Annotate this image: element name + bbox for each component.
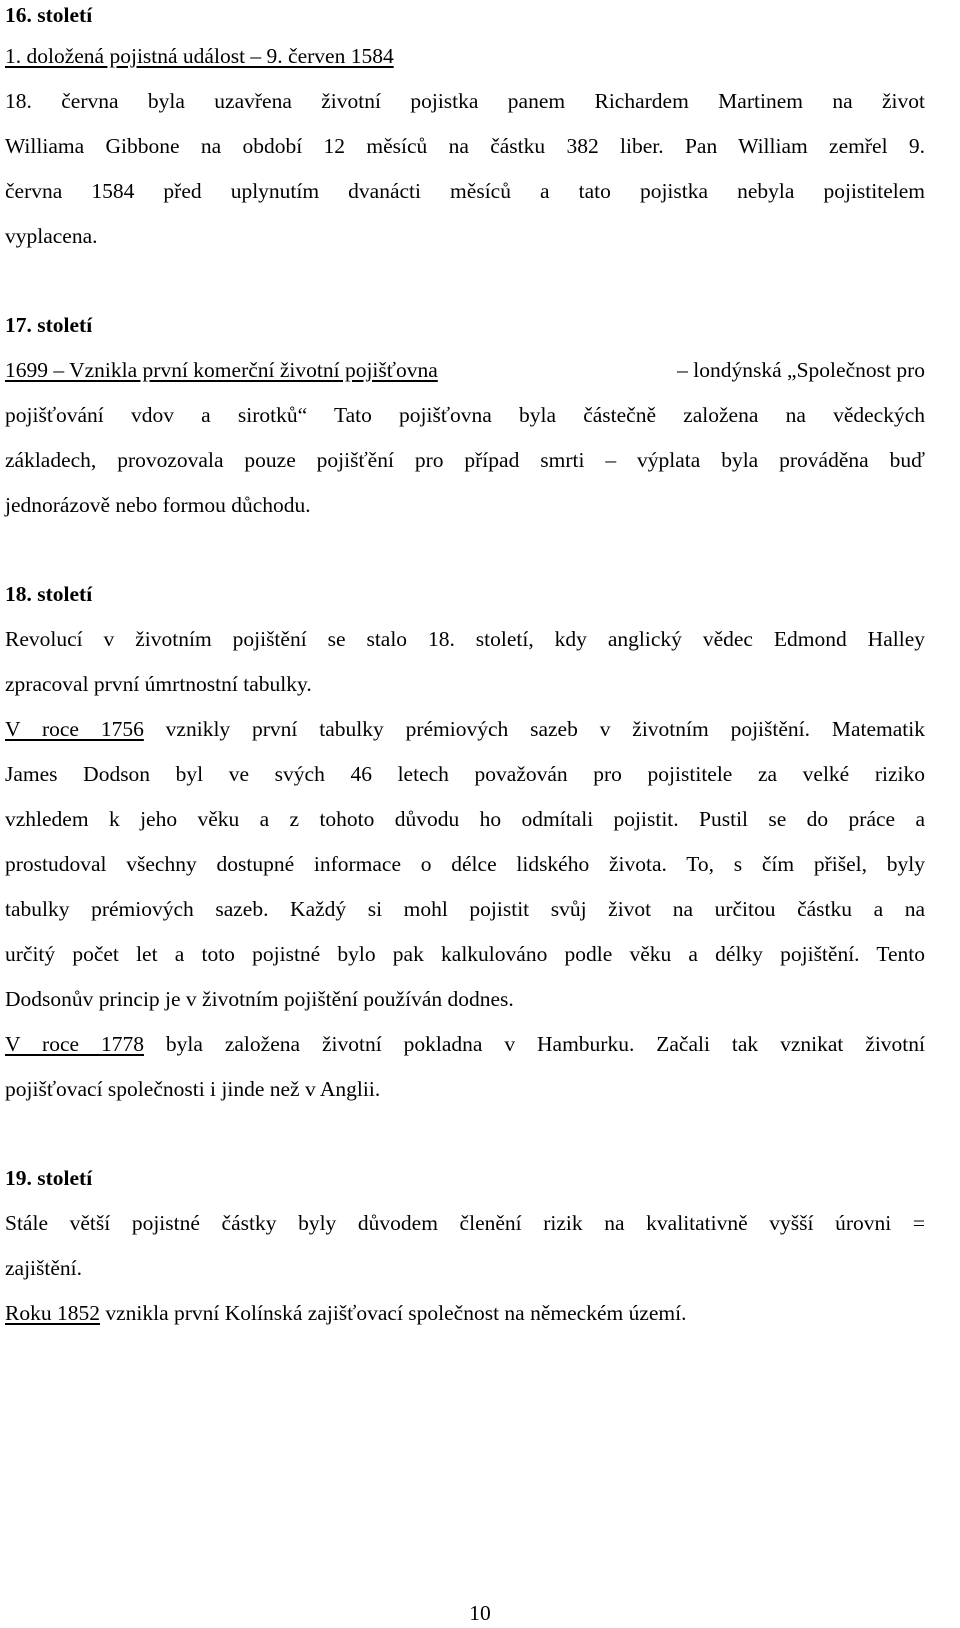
heading-19th-century: 19. století xyxy=(5,1166,93,1190)
paragraph-line: James Dodson byl ve svých 46 letech považován pro pojistitele za velké riziko xyxy=(5,762,925,786)
paragraph-line: pojišťovací společnosti i jinde než v Anglii. xyxy=(5,1077,381,1101)
page-number: 10 xyxy=(469,1601,491,1625)
paragraph-line: Stále větší pojistné částky byly důvodem členění rizik na kvalitativně vyšší úrovni = xyxy=(5,1211,925,1235)
paragraph-line xyxy=(5,1298,925,1328)
heading-17th-century: 17. století xyxy=(5,313,93,337)
paragraph-line xyxy=(5,714,925,744)
paragraph-line: zpracoval první úmrtnostní tabulky. xyxy=(5,672,312,696)
paragraph-line: vzhledem k jeho věku a z tohoto důvodu ho odmítali pojistit. Pustil se do práce a xyxy=(5,807,925,831)
paragraph-line: zajištění. xyxy=(5,1256,83,1280)
underlined-date-phrase: V roce 1778 xyxy=(5,1032,144,1056)
paragraph-line: pojišťování vdov a sirotků“ Tato pojišťovna byla částečně založena na vědeckých xyxy=(5,403,925,427)
paragraph-line: jednorázově nebo formou důchodu. xyxy=(5,493,311,517)
paragraph-line: určitý počet let a toto pojistné bylo pak kalkulováno podle věku a délky pojištění. Tento xyxy=(5,942,925,966)
paragraph-line: prostudoval všechny dostupné informace o délce lidského života. To, s čím přišel, byly xyxy=(5,852,925,876)
paragraph-line: června 1584 před uplynutím dvanácti měsíců a tato pojistka nebyla pojistitelem xyxy=(5,179,925,203)
paragraph-line xyxy=(5,355,925,385)
event-line: 1. doložená pojistná událost – 9. červen 1584 xyxy=(5,44,394,68)
paragraph-line: Dodsonův princip je v životním pojištění používán dodnes. xyxy=(5,987,514,1011)
paragraph-line: Revolucí v životním pojištění se stalo 18. století, kdy anglický vědec Edmond Halley xyxy=(5,627,925,651)
paragraph-text: vznikla první Kolínská zajišťovací společnost na německém území. xyxy=(99,1301,687,1325)
paragraph-text: byla založena životní pokladna v Hamburku. Začali tak vznikat životní xyxy=(143,1032,925,1056)
paragraph-text: – londýnská „Společnost pro xyxy=(677,358,925,382)
paragraph-line: tabulky prémiových sazeb. Každý si mohl pojistit svůj život na určitou částku a na xyxy=(5,897,925,921)
heading-16th-century: 16. století xyxy=(5,3,93,27)
underlined-date-phrase: V roce 1756 xyxy=(5,717,144,741)
paragraph-line: základech, provozovala pouze pojišťění pro případ smrti – výplata byla prováděna buď xyxy=(5,448,925,472)
underlined-date-phrase: 1699 – Vznikla první komerční životní pojišťovna xyxy=(5,358,438,382)
paragraph-text: vznikly první tabulky prémiových sazeb v životním pojištění. Matematik xyxy=(143,717,925,741)
paragraph-line: 18. června byla uzavřena životní pojistka panem Richardem Martinem na život xyxy=(5,89,925,113)
paragraph-line xyxy=(5,1029,925,1059)
heading-18th-century: 18. století xyxy=(5,582,93,606)
underlined-date-phrase: Roku 1852 xyxy=(5,1301,100,1325)
paragraph-line: Williama Gibbone na období 12 měsíců na částku 382 liber. Pan William zemřel 9. xyxy=(5,134,925,158)
paragraph-line: vyplacena. xyxy=(5,224,98,248)
